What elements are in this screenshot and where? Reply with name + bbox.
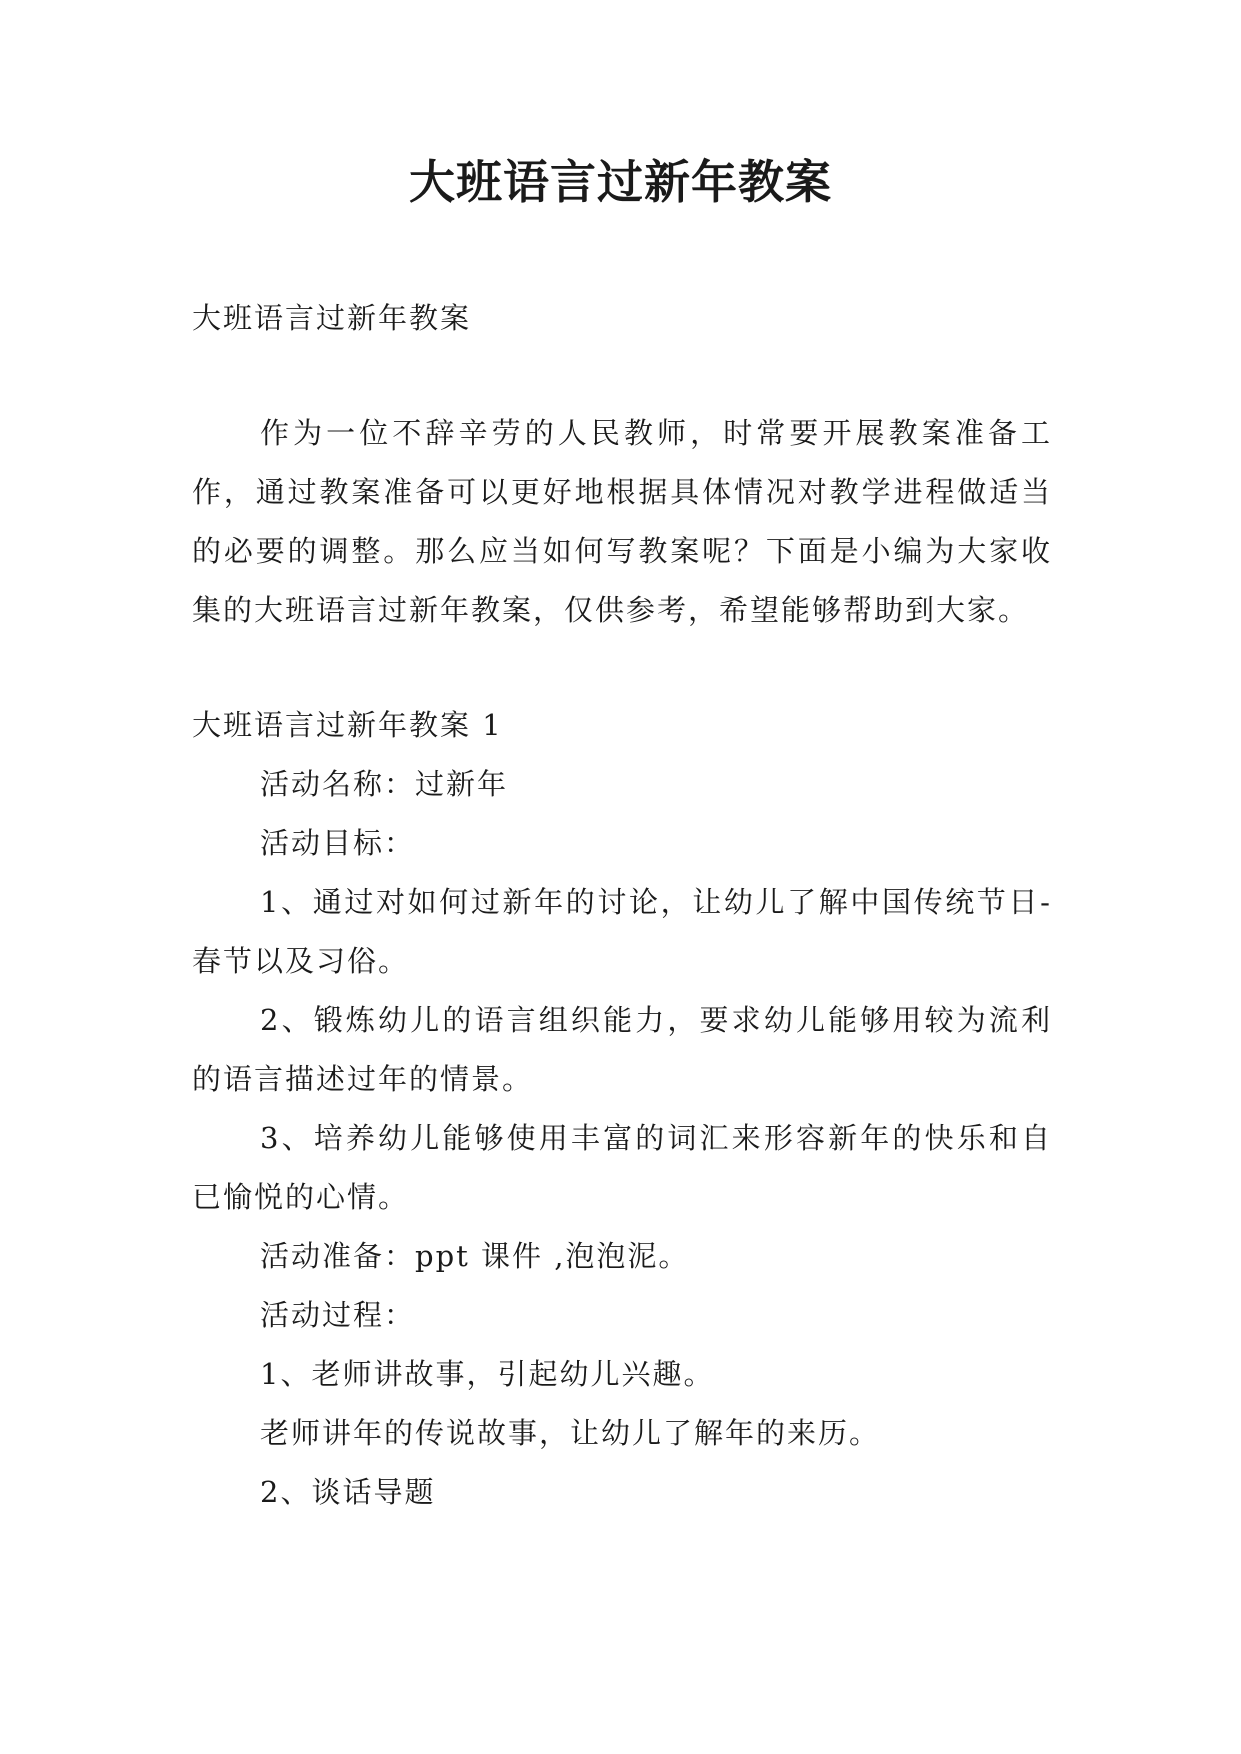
document-body: [192, 289, 1052, 1522]
goal-item-3: 3、培养幼儿能够使用丰富的词汇来形容新年的快乐和自已愉悦的心情。: [192, 1121, 1052, 1214]
process-step-2: 2、谈话导题: [260, 1475, 436, 1509]
activity-name: 活动名称：过新年: [260, 767, 509, 801]
document-title: 大班语言过新年教案: [409, 155, 832, 209]
preparation: 活动准备：ppt 课件 ,泡泡泥。: [260, 1239, 690, 1273]
goal-item-2: 2、锻炼幼儿的语言组织能力，要求幼儿能够用较为流利的语言描述过年的情景。: [192, 1003, 1052, 1096]
process-step-1: 1、老师讲故事，引起幼儿兴趣。: [260, 1357, 715, 1391]
goals-heading: 活动目标：: [260, 826, 416, 860]
document-subtitle: 大班语言过新年教案: [192, 301, 472, 335]
section-heading: 大班语言过新年教案 1: [192, 708, 503, 742]
process-step-1-detail: 老师讲年的传说故事，让幼儿了解年的来历。: [260, 1416, 881, 1450]
goal-item-1: 1、通过对如何过新年的讨论，让幼儿了解中国传统节日-春节以及习俗。: [192, 885, 1052, 978]
intro-paragraph: 作为一位不辞辛劳的人民教师，时常要开展教案准备工作，通过教案准备可以更好地根据具体情况对教学进程做适当的必要的调整。那么应当如何写教案呢？下面是小编为大家收集的大班语言过新年教案，仅供参考，希望能够帮助到大家。: [192, 416, 1052, 627]
process-heading: 活动过程：: [260, 1298, 416, 1332]
